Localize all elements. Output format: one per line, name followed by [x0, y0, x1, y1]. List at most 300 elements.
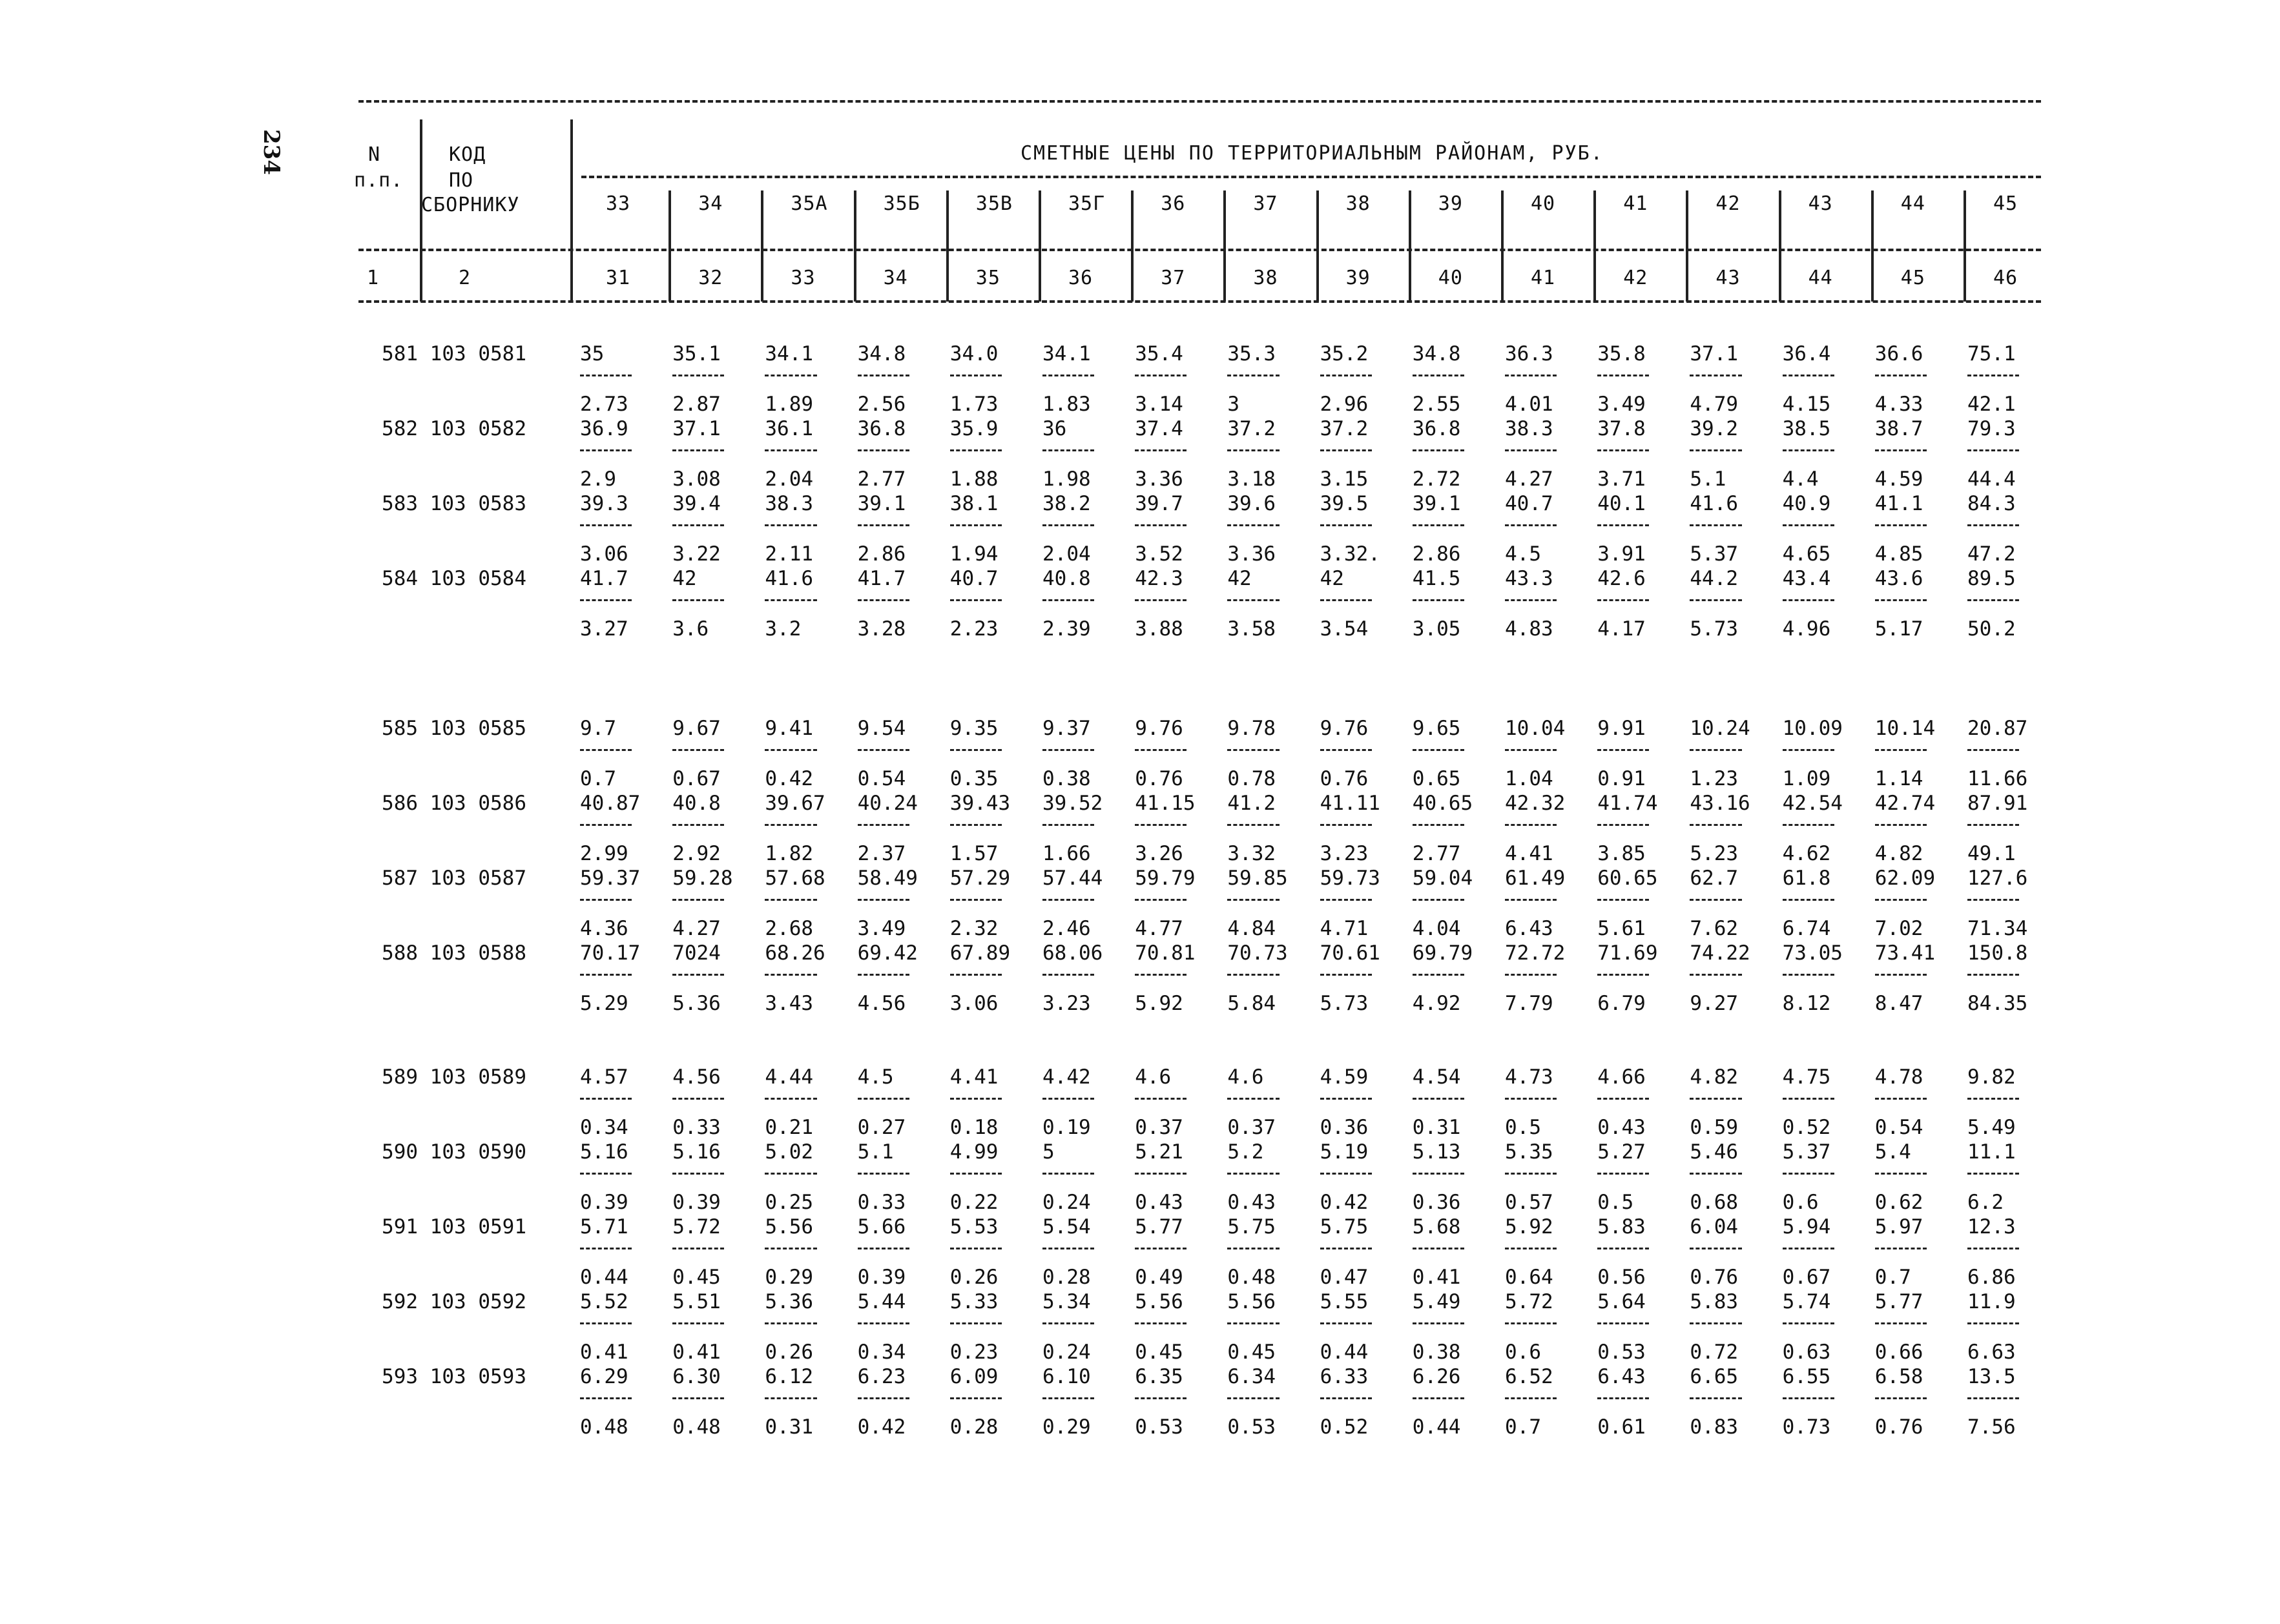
fraction-bar [1413, 749, 1464, 751]
table-cell: 3.08 [672, 468, 721, 491]
table-cell: 4.15 [1782, 393, 1831, 416]
table-cell: 0.24 [1042, 1341, 1091, 1364]
fraction-bar [1875, 524, 1927, 526]
table-cell: 2.72 [1412, 468, 1461, 491]
table-cell: 39.1 [1412, 492, 1461, 515]
fraction-bar [1967, 1397, 2019, 1399]
fraction-bar [950, 375, 1002, 376]
table-cell: 6.74 [1782, 917, 1831, 940]
table-cell: 72.72 [1505, 941, 1566, 965]
row-code: 584 103 0584 [382, 567, 526, 590]
row-code: 587 103 0587 [382, 867, 526, 890]
table-cell: 5.94 [1782, 1215, 1831, 1239]
fraction-bar [1967, 899, 2019, 901]
table-cell: 0.59 [1690, 1116, 1739, 1139]
fraction-bar [950, 1098, 1002, 1100]
table-cell: 4.71 [1320, 917, 1369, 940]
table-cell: 5.1 [1690, 468, 1726, 491]
table-cell: 5.73 [1690, 617, 1739, 641]
header-sub-rule [358, 249, 2041, 251]
fraction-bar [1505, 599, 1557, 601]
table-cell: 75.1 [1967, 342, 2016, 365]
table-cell: 6.79 [1597, 992, 1646, 1015]
table-cell: 5.77 [1135, 1215, 1183, 1239]
table-cell: 40.24 [857, 792, 918, 815]
fraction-bar [1042, 974, 1094, 976]
fraction-bar [1690, 824, 1741, 826]
fraction-bar [1690, 749, 1741, 751]
table-cell: 1.04 [1505, 767, 1553, 790]
table-cell: 40.9 [1782, 492, 1831, 515]
fraction-bar [580, 449, 632, 451]
table-cell: 2.04 [1042, 542, 1091, 566]
table-cell: 35.2 [1320, 342, 1369, 365]
fraction-bar [1320, 1173, 1372, 1175]
fraction-bar [1967, 1173, 2019, 1175]
table-cell: 79.3 [1967, 417, 2016, 440]
fraction-bar [1135, 824, 1187, 826]
table-cell: 10.09 [1782, 717, 1843, 740]
table-cell: 9.27 [1690, 992, 1739, 1015]
table-cell: 42.54 [1782, 792, 1843, 815]
table-cell: 9.54 [857, 717, 906, 740]
fraction-bar [1875, 749, 1927, 751]
district-label: 44 [1900, 192, 1925, 215]
table-cell: 6.43 [1597, 1365, 1646, 1388]
table-cell: 4.27 [672, 917, 721, 940]
table-cell: 6.2 [1967, 1191, 2004, 1214]
table-cell: 84.3 [1967, 492, 2016, 515]
fraction-bar [580, 899, 632, 901]
table-cell: 41.2 [1227, 792, 1276, 815]
table-cell: 3.58 [1227, 617, 1276, 641]
fraction-bar [1597, 749, 1649, 751]
fraction-bar [1875, 899, 1927, 901]
column-number: 34 [883, 267, 908, 289]
district-label: 42 [1715, 192, 1741, 215]
table-cell: 0.23 [949, 1341, 999, 1364]
column-number: 40 [1438, 267, 1463, 289]
table-cell: 84.35 [1967, 992, 2028, 1015]
table-cell: 3.85 [1597, 842, 1646, 865]
fraction-bar [1967, 749, 2019, 751]
table-cell: 0.36 [1412, 1191, 1461, 1214]
table-cell: 0.37 [1135, 1116, 1183, 1139]
table-cell: 42 [1227, 567, 1252, 590]
fraction-bar [1320, 899, 1372, 901]
table-cell: 0.42 [857, 1415, 906, 1439]
fraction-bar [580, 1173, 632, 1175]
table-cell: 34.1 [1042, 342, 1091, 365]
table-cell: 68.06 [1042, 941, 1103, 965]
table-cell: 70.61 [1320, 941, 1380, 965]
table-cell: 4.78 [1874, 1065, 1923, 1089]
table-cell: 3.6 [672, 617, 709, 641]
table-cell: 0.26 [765, 1341, 814, 1364]
table-cell: 1.14 [1874, 767, 1923, 790]
table-cell: 0.43 [1227, 1191, 1276, 1214]
table-cell: 4.33 [1874, 393, 1923, 416]
table-cell: 5.51 [672, 1290, 721, 1313]
column-number: 43 [1715, 267, 1741, 289]
district-divider [854, 190, 856, 302]
table-cell: 35.9 [949, 417, 999, 440]
table-cell: 0.54 [857, 767, 906, 790]
table-cell: 0.43 [1135, 1191, 1183, 1214]
table-cell: 4.59 [1320, 1065, 1369, 1089]
table-cell: 6.52 [1505, 1365, 1553, 1388]
table-cell: 43.3 [1505, 567, 1553, 590]
table-cell: 3.88 [1135, 617, 1183, 641]
table-cell: 3.06 [580, 542, 628, 566]
table-cell: 0.41 [672, 1341, 721, 1364]
table-cell: 0.68 [1690, 1191, 1739, 1214]
fraction-bar [1597, 974, 1649, 976]
fraction-bar [1413, 1248, 1464, 1249]
row-code: 583 103 0583 [382, 492, 526, 515]
table-cell: 4.56 [857, 992, 906, 1015]
table-cell: 2.77 [857, 468, 906, 491]
column-number: 39 [1345, 267, 1371, 289]
table-cell: 2.73 [580, 393, 628, 416]
table-cell: 7.56 [1967, 1415, 2016, 1439]
district-label: 43 [1808, 192, 1833, 215]
table-cell: 40.7 [1505, 492, 1553, 515]
table-cell: 34.1 [765, 342, 814, 365]
table-cell: 4.92 [1412, 992, 1461, 1015]
fraction-bar [765, 375, 816, 376]
table-cell: 5.49 [1412, 1290, 1461, 1313]
table-cell: 6.86 [1967, 1266, 2016, 1289]
table-cell: 0.44 [580, 1266, 628, 1289]
table-cell: 5.64 [1597, 1290, 1646, 1313]
district-label: 45 [1993, 192, 2018, 215]
table-cell: 2.77 [1412, 842, 1461, 865]
table-cell: 39.1 [857, 492, 906, 515]
fraction-bar [1042, 599, 1094, 601]
fraction-bar [1875, 1322, 1927, 1324]
fraction-bar [1135, 1397, 1187, 1399]
table-cell: 5.56 [765, 1215, 814, 1239]
table-cell: 4.73 [1505, 1065, 1553, 1089]
table-cell: 42 [672, 567, 697, 590]
table-cell: 0.67 [1782, 1266, 1831, 1289]
table-cell: 70.17 [580, 941, 641, 965]
fraction-bar [858, 599, 909, 601]
fraction-bar [580, 524, 632, 526]
table-cell: 35.4 [1135, 342, 1183, 365]
table-cell: 5.68 [1412, 1215, 1461, 1239]
table-cell: 61.8 [1782, 867, 1831, 890]
fraction-bar [950, 1173, 1002, 1175]
fraction-bar [1042, 524, 1094, 526]
table-cell: 7.02 [1874, 917, 1923, 940]
table-cell: 4.4 [1782, 468, 1819, 491]
table-cell: 43.16 [1690, 792, 1750, 815]
table-cell: 3.05 [1412, 617, 1461, 641]
table-cell: 67.89 [949, 941, 1011, 965]
table-cell: 0.56 [1597, 1266, 1646, 1289]
district-divider [1779, 190, 1781, 302]
table-cell: 43.6 [1874, 567, 1923, 590]
fraction-bar [950, 974, 1002, 976]
table-cell: 0.48 [1227, 1266, 1276, 1289]
fraction-bar [1320, 749, 1372, 751]
colnum-1: 1 [367, 267, 380, 289]
table-cell: 0.22 [949, 1191, 999, 1214]
fraction-bar [1042, 899, 1094, 901]
fraction-bar [580, 749, 632, 751]
district-label: 38 [1345, 192, 1371, 215]
table-cell: 5.56 [1135, 1290, 1183, 1313]
table-cell: 70.81 [1135, 941, 1196, 965]
fraction-bar [1320, 1248, 1372, 1249]
table-cell: 5.29 [580, 992, 628, 1015]
fraction-bar [950, 599, 1002, 601]
table-cell: 0.66 [1874, 1341, 1923, 1364]
fraction-bar [1875, 974, 1927, 976]
table-cell: 0.39 [580, 1191, 628, 1214]
column-number: 36 [1068, 267, 1093, 289]
fraction-bar [1320, 524, 1372, 526]
table-cell: 4.77 [1135, 917, 1183, 940]
table-cell: 0.54 [1874, 1116, 1923, 1139]
table-cell: 4.96 [1782, 617, 1831, 641]
table-cell: 43.4 [1782, 567, 1831, 590]
table-cell: 150.8 [1967, 941, 2028, 965]
district-divider [1593, 190, 1596, 302]
fraction-bar [672, 1322, 724, 1324]
fraction-bar [1783, 974, 1834, 976]
fraction-bar [672, 599, 724, 601]
row-code: 589 103 0589 [382, 1065, 526, 1089]
table-cell: 3.32. [1320, 542, 1380, 566]
table-cell: 1.57 [949, 842, 999, 865]
table-cell: 6.35 [1135, 1365, 1183, 1388]
row-code: 593 103 0593 [382, 1365, 526, 1388]
table-cell: 4.41 [1505, 842, 1553, 865]
table-cell: 5.16 [580, 1140, 628, 1164]
table-cell: 2.04 [765, 468, 814, 491]
fraction-bar [1320, 375, 1372, 376]
table-cell: 9.76 [1320, 717, 1369, 740]
table-cell: 44.2 [1690, 567, 1739, 590]
district-divider [1039, 190, 1041, 302]
table-cell: 0.42 [1320, 1191, 1369, 1214]
table-cell: 59.79 [1135, 867, 1196, 890]
table-cell: 4.75 [1782, 1065, 1831, 1089]
table-cell: 0.37 [1227, 1116, 1276, 1139]
table-cell: 2.37 [857, 842, 906, 865]
fraction-bar [1227, 524, 1279, 526]
fraction-bar [580, 974, 632, 976]
table-cell: 5.33 [949, 1290, 999, 1313]
table-cell: 0.53 [1135, 1415, 1183, 1439]
table-cell: 2.11 [765, 542, 814, 566]
fraction-bar [765, 524, 816, 526]
table-cell: 5.19 [1320, 1140, 1369, 1164]
table-cell: 5 [1042, 1140, 1055, 1164]
fraction-bar [1597, 1248, 1649, 1249]
table-cell: 0.44 [1320, 1341, 1369, 1364]
table-cell: 2.23 [949, 617, 999, 641]
table-cell: 37.1 [1690, 342, 1739, 365]
fraction-bar [1783, 1248, 1834, 1249]
table-cell: 59.04 [1412, 867, 1473, 890]
table-cell: 0.45 [1135, 1341, 1183, 1364]
district-divider [946, 190, 949, 302]
table-cell: 5.27 [1597, 1140, 1646, 1164]
table-cell: 0.5 [1597, 1191, 1634, 1214]
table-cell: 38.5 [1782, 417, 1831, 440]
table-cell: 0.62 [1874, 1191, 1923, 1214]
fraction-bar [1413, 449, 1464, 451]
fraction-bar [765, 1173, 816, 1175]
table-cell: 9.7 [580, 717, 616, 740]
column-number: 33 [791, 267, 816, 289]
fraction-bar [1967, 1322, 2019, 1324]
table-cell: 3.36 [1227, 542, 1276, 566]
table-cell: 41.6 [1690, 492, 1739, 515]
fraction-bar [1135, 1248, 1187, 1249]
row-code: 586 103 0586 [382, 792, 526, 815]
fraction-bar [765, 599, 816, 601]
fraction-bar [1505, 899, 1557, 901]
table-cell: 4.56 [672, 1065, 721, 1089]
fraction-bar [1042, 375, 1094, 376]
table-cell: 5.74 [1782, 1290, 1831, 1313]
table-cell: 36.3 [1505, 342, 1553, 365]
table-cell: 40.7 [949, 567, 999, 590]
fraction-bar [580, 1322, 632, 1324]
fraction-bar [1413, 974, 1464, 976]
table-cell: 36.4 [1782, 342, 1831, 365]
table-cell: 4.6 [1227, 1065, 1264, 1089]
fraction-bar [765, 1322, 816, 1324]
table-cell: 1.89 [765, 393, 814, 416]
district-label: 39 [1438, 192, 1463, 215]
fraction-bar [950, 899, 1002, 901]
district-divider [1501, 190, 1504, 302]
fraction-bar [1505, 1248, 1557, 1249]
table-cell: 47.2 [1967, 542, 2016, 566]
fraction-bar [1597, 1397, 1649, 1399]
table-cell: 40.1 [1597, 492, 1646, 515]
fraction-bar [1783, 749, 1834, 751]
district-label: 40 [1531, 192, 1556, 215]
column-number: 42 [1623, 267, 1648, 289]
fraction-bar [950, 449, 1002, 451]
column-number: 32 [698, 267, 723, 289]
table-cell: 5.49 [1967, 1116, 2016, 1139]
table-cell: 0.72 [1690, 1341, 1739, 1364]
fraction-bar [1597, 449, 1649, 451]
table-cell: 0.52 [1782, 1116, 1831, 1139]
fraction-bar [1690, 1322, 1741, 1324]
table-cell: 0.6 [1782, 1191, 1819, 1214]
table-cell: 5.84 [1227, 992, 1276, 1015]
fraction-bar [580, 599, 632, 601]
table-cell: 0.29 [1042, 1415, 1091, 1439]
table-cell: 5.72 [1505, 1290, 1553, 1313]
table-cell: 0.61 [1597, 1415, 1646, 1439]
table-cell: 6.09 [949, 1365, 999, 1388]
row-code: 590 103 0590 [382, 1140, 526, 1164]
table-cell: 40.65 [1412, 792, 1473, 815]
table-cell: 3.15 [1320, 468, 1369, 491]
table-cell: 5.52 [580, 1290, 628, 1313]
table-cell: 4.99 [949, 1140, 999, 1164]
table-cell: 0.36 [1320, 1116, 1369, 1139]
fraction-bar [1967, 1098, 2019, 1100]
table-cell: 41.6 [765, 567, 814, 590]
fraction-bar [1227, 1397, 1279, 1399]
fraction-bar [1413, 899, 1464, 901]
fraction-bar [1135, 1173, 1187, 1175]
column-number: 31 [606, 267, 631, 289]
fraction-bar [858, 1173, 909, 1175]
table-cell: 3.54 [1320, 617, 1369, 641]
district-divider [1686, 190, 1688, 302]
fraction-bar [858, 749, 909, 751]
table-cell: 6.58 [1874, 1365, 1923, 1388]
column-number: 37 [1161, 267, 1186, 289]
table-cell: 6.30 [672, 1365, 721, 1388]
fraction-bar [1042, 1173, 1094, 1175]
table-cell: 3.22 [672, 542, 721, 566]
fraction-bar [765, 899, 816, 901]
table-cell: 5.55 [1320, 1290, 1369, 1313]
header-mid-rule [581, 176, 2041, 178]
table-cell: 0.38 [1412, 1341, 1461, 1364]
table-cell: 5.54 [1042, 1215, 1091, 1239]
fraction-bar [1690, 1397, 1741, 1399]
district-divider [761, 190, 763, 302]
table-cell: 6.12 [765, 1365, 814, 1388]
table-cell: 49.1 [1967, 842, 2016, 865]
fraction-bar [765, 974, 816, 976]
table-cell: 50.2 [1967, 617, 2016, 641]
table-cell: 6.04 [1690, 1215, 1739, 1239]
fraction-bar [1690, 1173, 1741, 1175]
fraction-bar [1690, 974, 1741, 976]
fraction-bar [1042, 1322, 1094, 1324]
fraction-bar [1597, 599, 1649, 601]
table-cell: 6.43 [1505, 917, 1553, 940]
table-cell: 0.7 [1505, 1415, 1541, 1439]
table-cell: 4.65 [1782, 542, 1831, 566]
table-cell: 5.36 [672, 992, 721, 1015]
fraction-bar [1967, 599, 2019, 601]
fraction-bar [1227, 899, 1279, 901]
table-cell: 3.23 [1320, 842, 1369, 865]
fraction-bar [1597, 524, 1649, 526]
table-cell: 7024 [672, 941, 721, 965]
table-cell: 0.24 [1042, 1191, 1091, 1214]
district-label: 35Г [1068, 192, 1106, 215]
table-cell: 4.44 [765, 1065, 814, 1089]
table-cell: 20.87 [1967, 717, 2028, 740]
fraction-bar [1875, 375, 1927, 376]
fraction-bar [765, 1397, 816, 1399]
fraction-bar [1875, 599, 1927, 601]
table-cell: 0.19 [1042, 1116, 1091, 1139]
district-divider [1409, 190, 1411, 302]
table-cell: 0.52 [1320, 1415, 1369, 1439]
table-cell: 0.26 [949, 1266, 999, 1289]
table-cell: 0.35 [949, 767, 999, 790]
fraction-bar [1505, 1397, 1557, 1399]
